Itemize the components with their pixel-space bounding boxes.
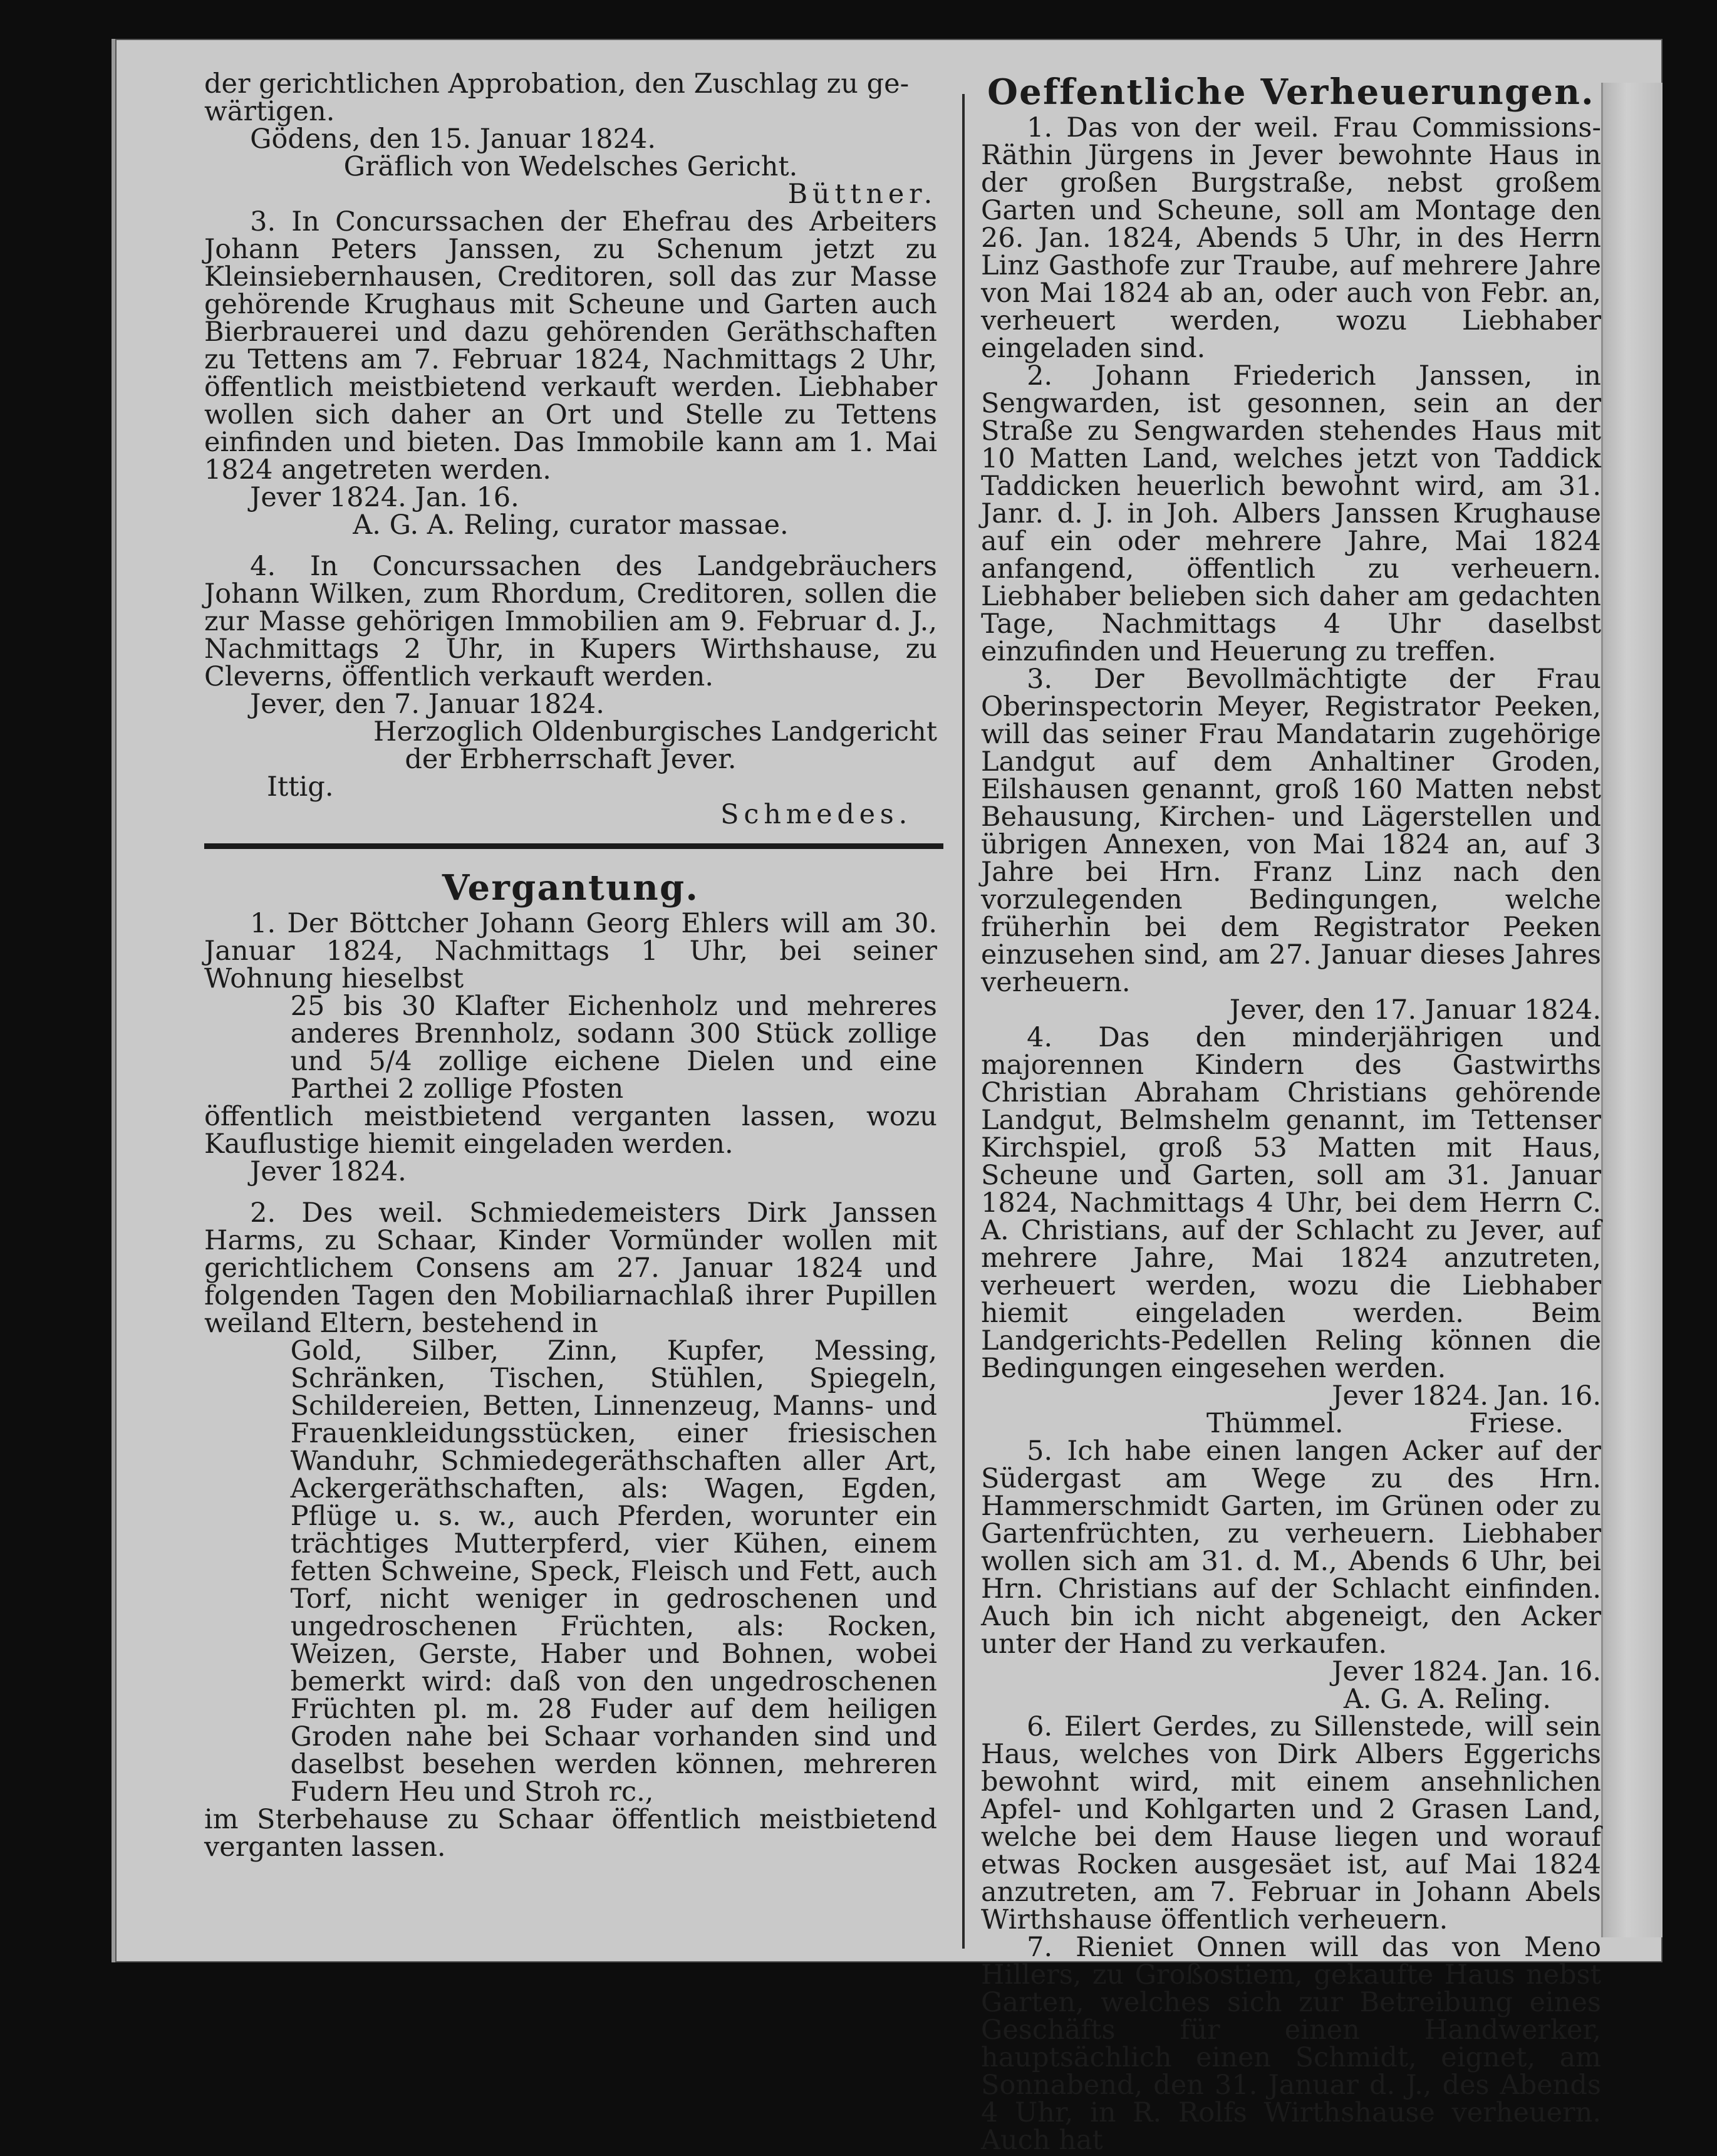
verheuerung-6: 6. Eilert Gerdes, zu Sillenstede, will sein Haus, welches von Dirk Albers Eggerichs bewohnt wird, mit einem ansehnlichen Apfel- und Kohlgarten und 2 Grasen Land, welche bei dem Hause liegen und worauf etwas Rocken ausgesäet ist, auf Mai 1824 anzutreten, am 7. Februar in Johann Abels Wirthshause öffentlich verheuern. (981, 1711, 1601, 1935)
vergantung-1: 1. Der Böttcher Johann Georg Ehlers will am 30. Januar 1824, Nachmittags 1 Uhr, bei seiner Wohnung hieselbst (204, 908, 937, 994)
section-heading-vergantung: Vergantung. (442, 867, 700, 909)
notice-4-court-line-1: Herzoglich Oldenburgisches Landgericht (373, 716, 937, 747)
vergantung-2: 2. Des weil. Schmiedemeisters Dirk Janssen Harms, zu Schaar, Kinder Vormünder wollen mit gerichtlichem Consens am 27. Januar 1824 und folgenden Tagen den Mobiliarnachlaß ihrer Pupillen weiland Eltern, bestehend in (204, 1197, 937, 1339)
verheuerung-5-date: Jever 1824. Jan. 16. (1332, 1656, 1601, 1687)
intro-line-1: der gerichtlichen Approbation, den Zuschlag zu ge- (204, 68, 910, 100)
signer: Büttner. (787, 179, 937, 210)
vergantung-1-end: öffentlich meistbietend verganten lassen, wozu Kauflustige hiemit eingeladen werden. (204, 1101, 937, 1160)
page-edge (1601, 83, 1663, 1937)
signer-right: Friese. (1469, 1408, 1564, 1439)
verheuerung-3: 3. Der Bevollmächtigte der Frau Oberinspectorin Meyer, Registrator Peeken, will das seiner Frau Mandatarin zugehörige Landgut auf dem Anhaltiner Groden, Eilshausen genannt, groß 160 Matten nebst Behausung, Kirchen- und Lägerstellen und übrigen Annexen, von Mai 1824 an, auf 3 Jahre bei Hrn. Franz Linz nach den vorzulegenden Bedingungen, welche früherhin bei dem Registrator Peeken einzusehen sind, am 27. Januar dieses Jahres verheuern. (981, 664, 1601, 998)
vergantung-2-list: Gold, Silber, Zinn, Kupfer, Messing, Schränken, Tischen, Stühlen, Spiegeln, Schildereien, Betten, Linnenzeug, Manns- und Frauenkleidungsstücken, einer friesischen Wanduhr, Schmiedegeräthschaften aller Art, Ackergeräthschaften, als: Wagen, Egden, Pflüge u. s. w., auch Pferden, worunter ein trächtiges Mutterpferd, vier Kühen, einem fetten Schweine, Speck, Fleisch und Fett, auch Torf, nicht weniger in gedroschenen und ungedroschenen Früchten, als: Rocken, Weizen, Gerste, Haber und Bohnen, wobei bemerkt wird: daß von den ungedroschenen Früchten pl. m. 28 Fuder auf dem heiligen Groden nahe bei Schaar vorhanden sind und daselbst besehen werden können, mehreren Fudern Heu und Stroh rc., (290, 1335, 937, 1808)
right-column (981, 70, 1601, 2154)
signer-right: Schmedes. (720, 799, 912, 830)
notice-3-signer: A. G. A. Reling, curator massae. (353, 509, 789, 541)
place-date: Gödens, den 15. Januar 1824. (250, 123, 656, 155)
verheuerung-7: 7. Rieniet Onnen will das von Meno Hillers, zu Großostiem, gekaufte Haus nebst Garten, welches sich zur Betreibung eines Geschäfts für einen Handwerker, hauptsächlich einen Schmidt, eignet, am Sonnabend, den 31. Januar d. J., des Abends 4 Uhr, in R. Rolfs Wirthshause verheuern. Auch hat (981, 1932, 1601, 2156)
verheuerung-2: 2. Johann Friederich Janssen, in Sengwarden, ist gesonnen, sein an der Straße zu Sengwarden stehendes Haus mit 10 Matten Land, welches jetzt von Taddick Taddicken heuerlich bewohnt wird, am 31. Janr. d. J. in Joh. Albers Janssen Krughause auf ein oder mehrere Jahre, Mai 1824 anfangend, öffentlich zu verheuern. Liebhaber belieben sich daher am gedachten Tage, Nachmittags 4 Uhr daselbst einzufinden und Heuerung zu treffen. (981, 360, 1601, 667)
signer-left: Ittig. (267, 771, 334, 803)
vergantung-1-date: Jever 1824. (250, 1156, 407, 1187)
section-heading-verheuerungen: Oeffentliche Verheuerungen. (987, 71, 1595, 113)
signer-left: Thümmel. (1206, 1408, 1344, 1439)
verheuerung-5-signer: A. G. A. Reling. (1343, 1684, 1551, 1715)
notice-4-date: Jever, den 7. Januar 1824. (250, 689, 604, 720)
left-column (204, 70, 937, 1861)
column-divider (962, 94, 965, 1949)
notice-4-court-line-2: der Erbherrschaft Jever. (405, 744, 737, 775)
verheuerung-4: 4. Das den minderjährigen und majorennen Kindern des Gastwirths Christian Abraham Christians gehörende Landgut, Belmshelm genannt, im Tettenser Kirchspiel, groß 53 Matten mit Haus, Scheune und Garten, soll am 31. Januar 1824, Nachmittags 4 Uhr, bei dem Herrn C. A. Christians, auf der Schlacht zu Jever, auf mehrere Jahre, Mai 1824 anzutreten, verheuert werden, wozu die Liebhaber hiemit eingeladen werden. Beim Landgerichts-Pedellen Reling können die Bedingungen eingesehen werden. (981, 1022, 1601, 1384)
verheuerung-5: 5. Ich habe einen langen Acker auf der Südergast am Wege zu des Hrn. Hammerschmidt Garten, im Grünen oder zu Gartenfrüchten, zu verheuern. Liebhaber wollen sich am 31. d. M., Abends 6 Uhr, bei Hrn. Christians auf der Schlacht einfinden. Auch bin ich nicht abgeneigt, den Acker unter der Hand zu verkaufen. (981, 1435, 1601, 1660)
verheuerung-4-date: Jever 1824. Jan. 16. (1332, 1380, 1601, 1412)
court-name: Gräflich von Wedelsches Gericht. (343, 151, 798, 182)
verheuerung-3-date: Jever, den 17. Januar 1824. (1229, 994, 1601, 1026)
verheuerung-1: 1. Das von der weil. Frau Commissions-Räthin Jürgens in Jever bewohnte Haus in der großen Burgstraße, nebst großem Garten und Scheune, soll am Montage den 26. Jan. 1824, Abends 5 Uhr, in des Herrn Linz Gasthofe zur Traube, auf mehrere Jahre von Mai 1824 ab an, oder auch von Febr. an, verheuert werden, wozu Liebhaber eingeladen sind. (981, 112, 1601, 364)
vergantung-2-end: im Sterbehause zu Schaar öffentlich meistbietend verganten lassen. (204, 1804, 937, 1863)
notice-3: 3. In Concurssachen der Ehefrau des Arbeiters Johann Peters Janssen, zu Schenum jetzt zu Kleinsiebernhausen, Creditoren, soll das zur Masse gehörende Krughaus mit Scheune und Garten auch Bierbrauerei und dazu gehörenden Geräthschaften zu Tettens am 7. Februar 1824, Nachmittags 2 Uhr, öffentlich meistbietend verkauft werden. Liebhaber wollen sich daher an Ort und Stelle zu Tettens einfinden und bieten. Das Immobile kann am 1. Mai 1824 angetreten werden. (204, 206, 937, 486)
notice-4: 4. In Concurssachen des Landgebräuchers Johann Wilken, zum Rhordum, Creditoren, sollen die zur Masse gehörigen Immobilien am 9. Februar d. J., Nachmittags 2 Uhr, in Kupers Wirthshause, zu Cleverns, öffentlich verkauft werden. (204, 551, 937, 692)
intro-line-2: wärtigen. (204, 96, 335, 127)
vergantung-1-list: 25 bis 30 Klafter Eichenholz und mehreres anderes Brennholz, sodann 300 Stück zollige und 5/4 zollige eichene Dielen und eine Parthei 2 zollige Pfosten (290, 991, 937, 1105)
verheuerung-4-signatures (981, 1410, 1601, 1437)
notice-3-date: Jever 1824. Jan. 16. (250, 482, 519, 513)
notice-4-signatures (204, 773, 937, 828)
